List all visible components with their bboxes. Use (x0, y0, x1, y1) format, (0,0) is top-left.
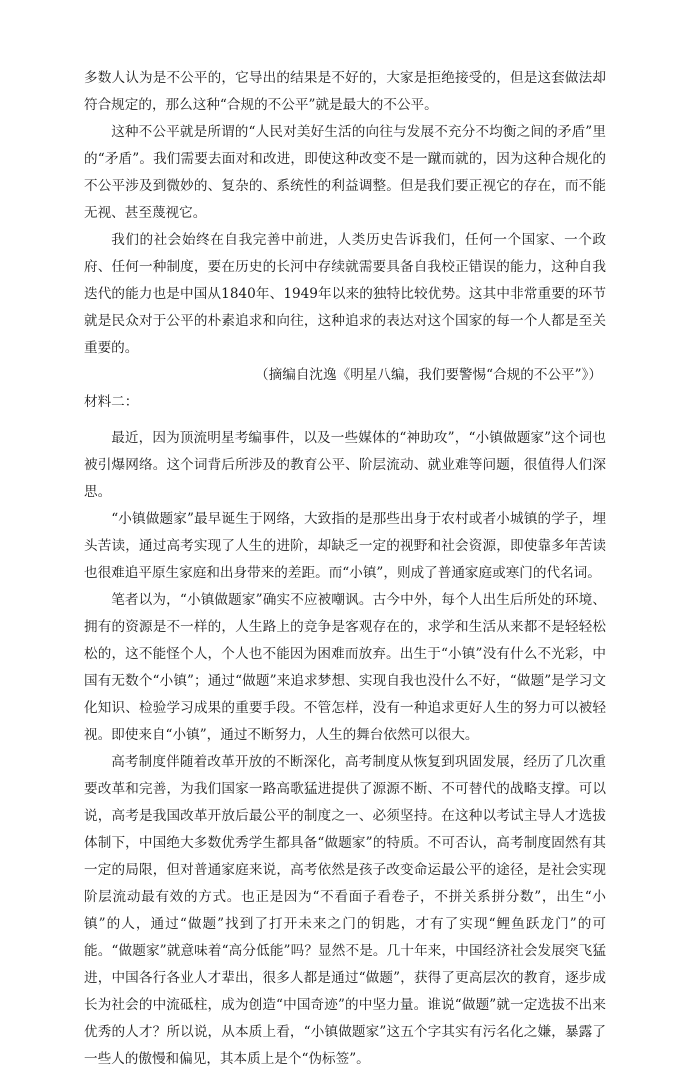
paragraph: 高考制度伴随着改革开放的不断深化，高考制度从恢复到巩固发展，经历了几次重要改革和完善，为我们国家一路高歌猛进提供了源源不断、不可替代的战略支撑。可以说，高考是我国改革开放后最公平的制度之一、必须坚持。在这种以考试主导人才选拔体制下，中国绝大多数优秀学生都具备“做题家”的特质。不可否认，高考制度固然有其一定的局限，但对普通家庭来说，高考依然是孩子改变命运最公平的途径，是社会实现阶层流动最有效的方式。也正是因为“不看面子看卷子，不拼关系拼分数”，出生“小镇”的人，通过“做题”找到了打开未来之门的钥匙，才有了实现“鲤鱼跃龙门”的可能。“做题家”就意味着“高分低能”吗？显然不是。几十年来，中国经济社会发展突飞猛进，中国各行各业人才辈出，很多人都是通过“做题”，获得了更高层次的教育，逐步成长为社会的中流砥柱，成为创造“中国奇迹”的中坚力量。谁说“做题”就一定选拔不出来优秀的人才？所以说，从本质上看，“小镇做题家”这五个字其实有污名化之嫌，暴露了一些人的傲慢和偏见，其本质上是个“伪标签”。 (84, 754, 606, 1067)
paragraph: 最近，因为顶流明星考编事件，以及一些媒体的“神助攻”，“小镇做题家”这个词也被引爆网络。这个词背后所涉及的教育公平、阶层流动、就业难等问题，很值得人们深思。 (84, 430, 606, 500)
material-one-text (84, 65, 606, 362)
spacer (84, 416, 606, 425)
material-two-text (84, 425, 606, 1073)
source-citation: （摘编自沈逸《明星八编，我们要警惕“合规的不公平”》） (255, 367, 602, 383)
paragraph: 多数人认为是不公平的，它导出的结果是不好的，大家是拒绝接受的，但是这套做法却符合规定的，那么这种“合规的不公平”就是最大的不公平。 (84, 70, 606, 113)
document-body (84, 65, 606, 1073)
paragraph: “小镇做题家”最早诞生于网络，大致指的是那些出身于农村或者小城镇的学子，埋头苦读，通过高考实现了人生的进阶，却缺乏一定的视野和社会资源，即使靠多年苦读也很难追平原生家庭和出身带来的差距。而“小镇”，则成了普通家庭或寒门的代名词。 (84, 511, 606, 581)
material-two-heading: 材料二： (84, 394, 139, 410)
paragraph: 这种不公平就是所谓的“人民对美好生活的向往与发展不充分不均衡之间的矛盾”里的“矛盾”。我们需要去面对和改进，即使这种改变不是一蹴而就的，因为这种合规化的不公平涉及到微妙的、复杂的、系统性的利益调整。但是我们要正视它的存在，而不能无视、甚至蔑视它。 (84, 124, 606, 221)
paragraph: 笔者以为，“小镇做题家”确实不应被嘲讽。古今中外，每个人出生后所处的环境、拥有的资源是不一样的，人生路上的竞争是客观存在的，求学和生活从来都不是轻轻松松的，这不能怪个人，个人也不能因为困难而放弃。出生于“小镇”没有什么不光彩，中国有无数个“小镇”；通过“做题”来追求梦想、实现自我也没什么不好，“做题”是学习文化知识、检验学习成果的重要手段。不管怎样，没有一种追求更好人生的努力可以被轻视。即使来自“小镇”，通过不断努力，人生的舞台依然可以很大。 (84, 592, 606, 743)
paragraph: 我们的社会始终在自我完善中前进，人类历史告诉我们，任何一个国家、一个政府、任何一种制度，要在历史的长河中存续就需要具备自我校正错误的能力，这种自我迭代的能力也是中国从1840年、1949年以来的独特比较优势。这其中非常重要的环节就是民众对于公平的朴素追求和向往，这种追求的表达对这个国家的每一个人都是至关重要的。 (84, 232, 606, 356)
